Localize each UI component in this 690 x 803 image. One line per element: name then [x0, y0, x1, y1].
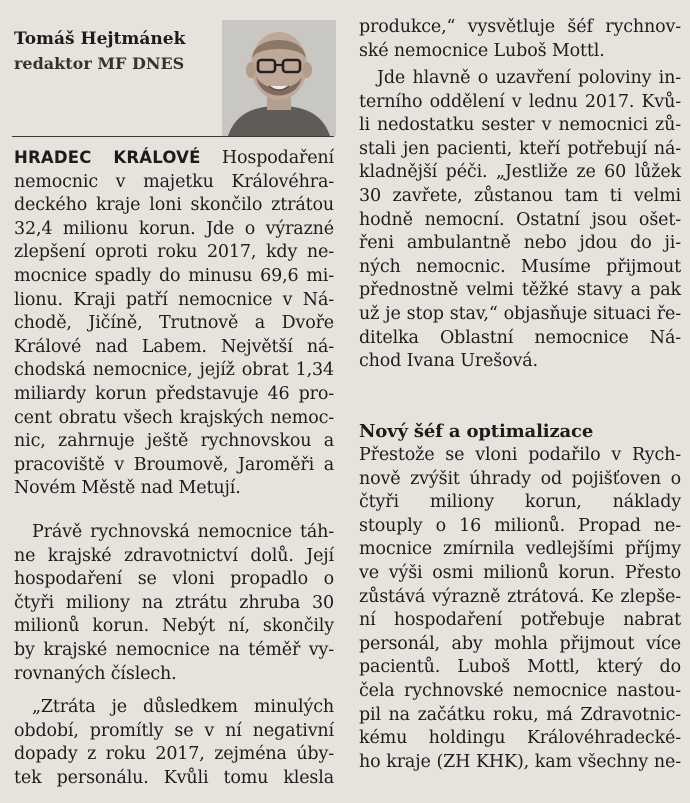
right-paragraph-1: [359, 16, 681, 63]
text-line: ditelka Oblastní nemocnice Ná-: [359, 327, 681, 348]
left-paragraph-1: [14, 146, 334, 501]
text-line: produkce,“ vysvětluje šéf rychnov-: [359, 17, 681, 37]
text-line: HRADEC KRÁLOVÉ Hospodaření: [14, 148, 334, 168]
text-line: 32,4 milionu korun. Jde o výrazné: [14, 218, 334, 239]
text-line: li nedostatku sester v nemocnici zů-: [359, 115, 681, 136]
left-paragraph-2: [14, 521, 334, 686]
text-line: čela rychnovské nemocnice nastou-: [359, 680, 681, 701]
right-paragraph-2: [359, 67, 681, 374]
text-line: ho kraje (ZH KHK), kam všechny ne-: [359, 751, 681, 772]
text-line: chodě, Jičíně, Trutnově a Dvoře: [14, 313, 334, 334]
text-line: miliardy korun představuje 46 pro-: [14, 383, 334, 404]
author-portrait: [222, 20, 336, 136]
text-line: nově zvýšit úhrady od pojišťoven o: [359, 468, 681, 489]
text-line: ní hospodaření potřebuje nabrat: [359, 610, 681, 631]
text-line: dopady z roku 2017, zejména úby-: [14, 744, 334, 765]
text-line: nemocnic v majetku Královéhra-: [14, 171, 334, 192]
text-line: hospodaření se vloni propadlo o: [14, 569, 334, 590]
text-line: ne krajské zdravotnictví dolů. Její: [14, 545, 334, 566]
text-line: zůstává výrazně ztrátová. Ke zlepše-: [359, 586, 681, 607]
text-line: stali jen pacienti, kteří potřebují ná-: [359, 138, 681, 159]
text-line: cent obratu všech krajských nemoc-: [14, 407, 334, 428]
text-line: zlepšení oproti roku 2017, kdy ne-: [14, 242, 334, 263]
author-name: Tomáš Hejtmánek: [14, 29, 186, 49]
text-line: chod Ivana Urešová.: [359, 351, 538, 372]
text-line: terního oddělení v lednu 2017. Kvů-: [359, 91, 681, 112]
text-line: řeni ambulantně nebo jdou do ji-: [359, 233, 681, 254]
author-role: redaktor MF DNES: [14, 54, 185, 73]
text-line: „Ztráta je důsledkem minulých: [32, 697, 334, 717]
text-line: chodská nemocnice, jejíž obrat 1,34: [14, 360, 334, 381]
left-paragraph-3: [14, 696, 334, 790]
text-line: deckého kraje loni skončilo ztrátou: [14, 195, 334, 216]
text-line: Právě rychnovská nemocnice táh-: [32, 522, 334, 542]
text-line: Novém Městě nad Metují.: [14, 478, 241, 499]
text-line: Přestože se vloni podařilo v Rych-: [359, 445, 681, 465]
text-line: ské nemocnice Luboš Mottl.: [359, 40, 605, 61]
text-line: nic, zahrnuje ještě rychnovskou a: [14, 431, 334, 452]
text-line: čtyři miliony na ztrátu zhruba 30: [14, 592, 334, 613]
dateline: HRADEC KRÁLOVÉ: [14, 148, 201, 167]
text-line: čtyři miliony korun, náklady: [359, 492, 681, 513]
text-line: už je stop stav,“ objasňuje situaci ře-: [359, 303, 681, 324]
text-line: Králové nad Labem. Největší ná-: [14, 336, 334, 357]
text-line: stouply o 16 milionů. Propad ne-: [359, 515, 681, 536]
author-byline: [12, 16, 334, 137]
text-line: období, promítly se v ní negativní: [14, 720, 334, 741]
text-line: kému holdingu Královéhradecké-: [359, 728, 681, 749]
text-line: pil na začátku roku, má Zdravotnic-: [359, 704, 681, 725]
text-line: pacientů. Luboš Mottl, který do: [359, 657, 681, 678]
text-line: kladnější péči. „Jestliže ze 60 lůžek: [359, 162, 681, 183]
text-line: hodně nemocní. Ostatní jsou ošet-: [359, 209, 681, 230]
text-line: personál, aby mohla přijmout více: [359, 633, 681, 654]
text-line: přednostně velmi těžké stavy a pak: [359, 280, 681, 301]
text-line: ných nemocnic. Musíme přijmout: [359, 256, 681, 277]
text-line: mocnice spadly do minusu 69,6 mi-: [14, 265, 334, 286]
text-line: lionu. Kraji patří nemocnice v Ná-: [14, 289, 334, 310]
text-line: mocnice zmírnila vedlejšími příjmy: [359, 539, 681, 560]
text-line: milionů korun. Nebýt ní, skončily: [14, 616, 334, 637]
text-line: 30 zavřete, zůstanou tam ti velmi: [359, 185, 681, 206]
text-line: rovnaných číslech.: [14, 663, 177, 684]
right-paragraph-3: [359, 444, 681, 774]
text-line: by krajské nemocnice na téměř vy-: [14, 639, 334, 660]
text-line: tek personálu. Kvůli tomu klesla: [14, 767, 334, 788]
text-line: ve výši osmi milionů korun. Přesto: [359, 562, 681, 583]
text-line: pracoviště v Broumově, Jaroměři a: [14, 454, 334, 475]
text-line: Jde hlavně o uzavření poloviny in-: [377, 68, 681, 88]
section-subhead: Nový šéf a optimalizace: [359, 421, 594, 442]
